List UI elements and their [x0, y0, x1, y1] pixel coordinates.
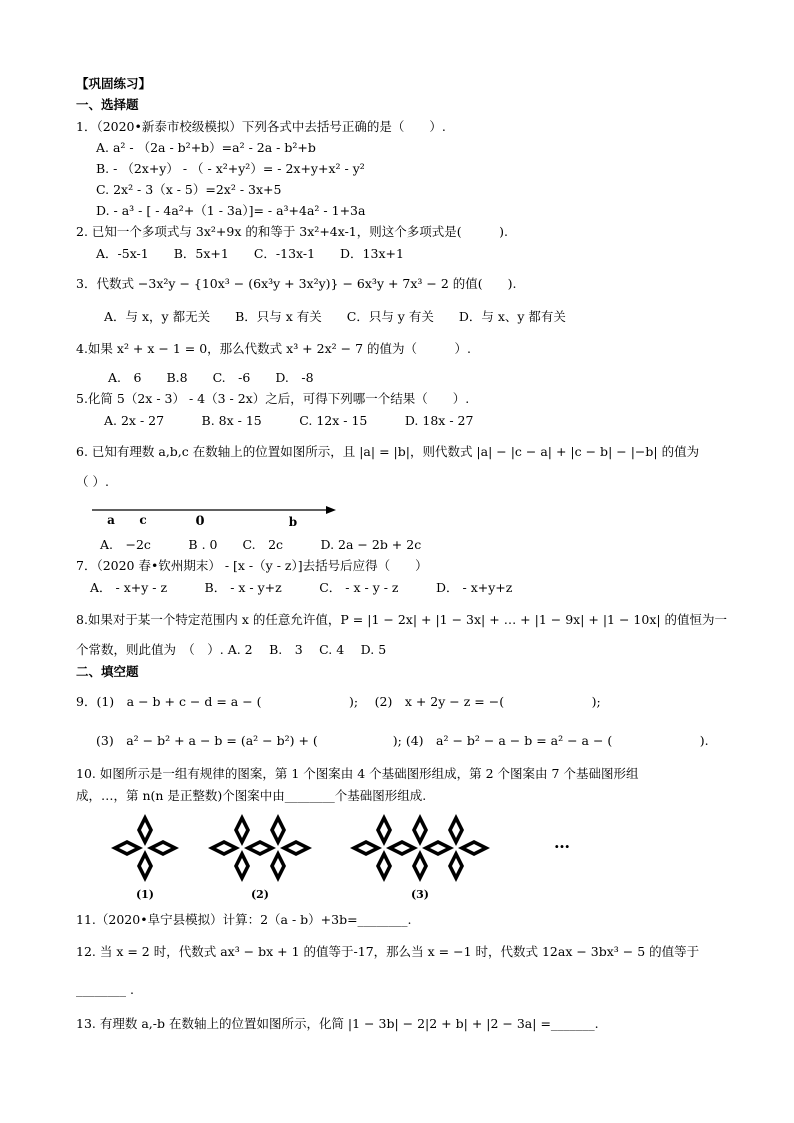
number-line-arrow [326, 506, 336, 514]
q6-options: A. −2c B . 0 C. 2c D. 2a − 2b + 2c [100, 537, 422, 552]
number-line-label-c: c [139, 513, 147, 527]
q2-stem: 2. 已知一个多项式与 3x²+9x 的和等于 3x²+4x-1，则这个多项式是( ). [76, 224, 508, 239]
pattern-caption-2: (2) [250, 888, 270, 901]
q1-option-b: B. - （2x+y） - （ - x²+y²）= - 2x+y+x² - y² [96, 161, 365, 176]
q6-number-line [90, 500, 340, 530]
q7-options: A． - x+y - z B． - x - y+z C． - x - y - z D． - x+y+z [90, 580, 513, 595]
q10-pattern-figure [100, 808, 590, 908]
q11-stem: 11.（2020•阜宁县模拟）计算：2（a - b）+3b=________. [76, 912, 412, 927]
q6-stem-cont: （ ）. [76, 474, 109, 489]
number-line-label-0: 0 [195, 514, 205, 529]
q5-options: A. 2x - 27 B. 8x - 15 C. 12x - 15 D. 18x - 27 [104, 413, 474, 428]
q4-stem: 4.如果 x² + x − 1 = 0，那么代数式 x³ + 2x² − 7 的值为（ ）. [76, 341, 471, 356]
q3-stem: 3．代数式 −3x²y − {10x³ − (6x³y + 3x²y)} − 6x³y + 7x³ − 2 的值( ). [76, 276, 517, 291]
q10-line2: 成，…，第 n(n 是正整数)个图案中由________个基础图形组成. [76, 788, 427, 803]
q2-options: A．-5x-1 B．5x+1 C．-13x-1 D．13x+1 [96, 246, 404, 261]
pattern-caption-3: (3) [410, 888, 430, 901]
q13-stem: 13. 有理数 a,-b 在数轴上的位置如图所示，化简 |1 − 3b| − 2|2 + b| + |2 − 3a| =_______. [76, 1016, 599, 1031]
q5-stem: 5.化简 5（2x - 3） - 4（3 - 2x）之后，可得下列哪一个结果（ ）. [76, 391, 470, 406]
q8-stem-cont: 个常数，则此值为 （ ）. A. 2 B. 3 C. 4 D. 5 [76, 642, 387, 657]
q6-stem: 6. 已知有理数 a,b,c 在数轴上的位置如图所示，且 |a| = |b|，则代数式 |a| − |c − a| + |c − b| − |−b| 的值为 [76, 444, 700, 459]
pattern-3 [350, 814, 490, 882]
pattern-1 [111, 814, 179, 882]
q9-line2: (3) a² − b² + a − b = (a² − b²) + ( ); (4) a² − b² − a − b = a² − a − ( ). [96, 733, 709, 748]
q9-line1: 9．(1) a − b + c − d = a − ( ); (2) x + 2y − z = −( ); [76, 694, 601, 709]
q12-line2: ________ . [76, 982, 134, 997]
pattern-ellipsis: … [554, 833, 570, 852]
q1-option-a: A. a² - （2a - b²+b）=a² - 2a - b²+b [96, 140, 316, 155]
q3-options: A．与 x，y 都无关 B．只与 x 有关 C．只与 y 有关 D．与 x、y 都有关 [104, 309, 566, 324]
pattern-caption-1: (1) [135, 888, 155, 901]
section-title: 【巩固练习】 [76, 76, 152, 91]
number-line-label-a: a [107, 513, 115, 527]
number-line-label-b: b [288, 515, 298, 529]
part1-title: 一、选择题 [76, 97, 139, 112]
q1-option-d: D. - a³ - [ - 4a²+（1 - 3a）]= - a³+4a² - 1+3a [96, 203, 366, 218]
q1-option-c: C. 2x² - 3（x - 5）=2x² - 3x+5 [96, 182, 282, 197]
part2-title: 二、填空题 [76, 664, 139, 679]
pattern-2 [208, 814, 312, 882]
q7-stem: 7．（2020 春•钦州期末） - [x -（y - z）]去括号后应得（ ） [76, 558, 428, 573]
q4-options: A. 6 B.8 C. -6 D. -8 [108, 370, 314, 385]
q1-stem: 1．（2020•新泰市校级模拟）下列各式中去括号正确的是（ ）. [76, 119, 446, 134]
q10-line1: 10. 如图所示是一组有规律的图案，第 1 个图案由 4 个基础图形组成，第 2 个图案由 7 个基础图形组 [76, 766, 639, 781]
q8-stem: 8.如果对于某一个特定范围内 x 的任意允许值，P = |1 − 2x| + |1 − 3x| + … + |1 − 9x| + |1 − 10x| 的值恒为一 [76, 612, 728, 627]
q12-line1: 12. 当 x = 2 时，代数式 ax³ − bx + 1 的值等于-17，那么当 x = −1 时，代数式 12ax − 3bx³ − 5 的值等于 [76, 944, 700, 959]
